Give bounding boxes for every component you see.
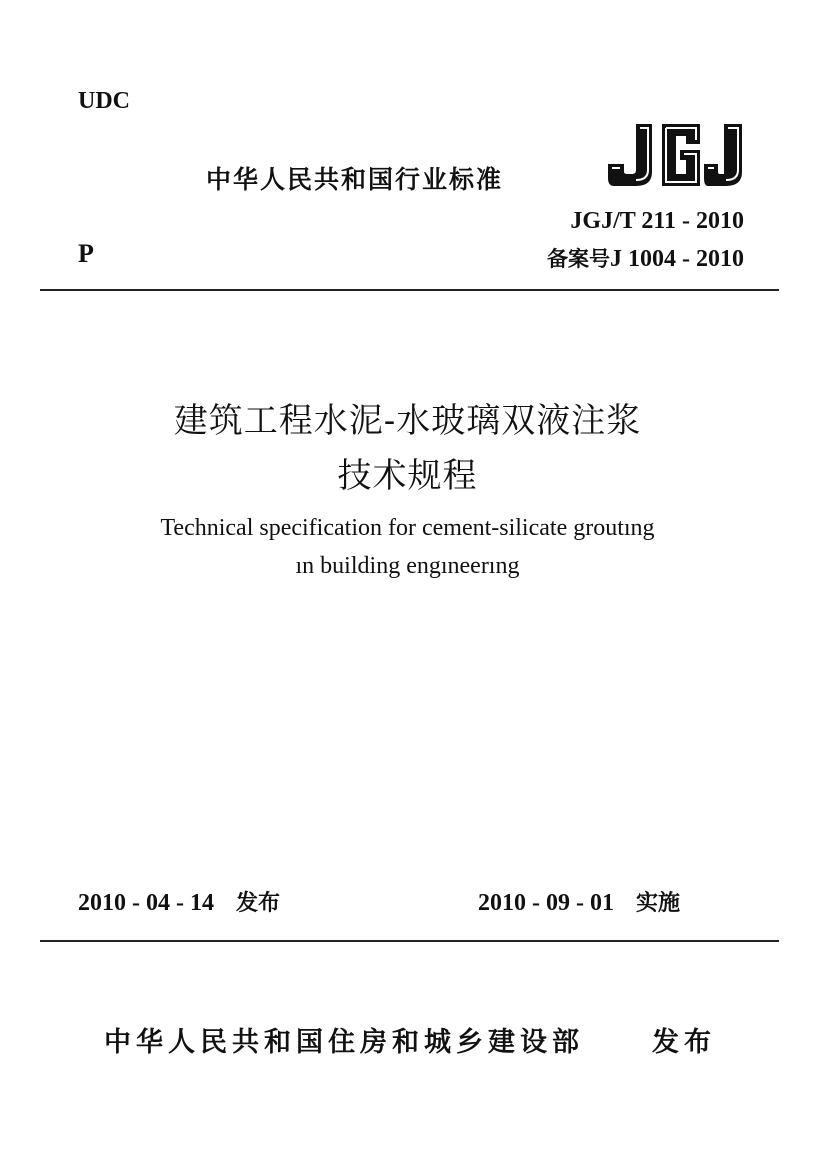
issue-date-line xyxy=(78,886,280,917)
issue-date: 2010 - 04 - 14 xyxy=(78,890,214,916)
record-number: J 1004 - 2010 xyxy=(610,246,744,272)
jgj-logo xyxy=(606,120,746,190)
issue-word: 发布 xyxy=(235,891,280,916)
standard-code: JGJ/T 211 - 2010 xyxy=(570,208,744,234)
bottom-divider xyxy=(40,940,779,942)
title-cn-line2: 技术规程 xyxy=(337,456,478,496)
implement-date: 2010 - 09 - 01 xyxy=(478,890,614,916)
logo-letter-j-right xyxy=(704,124,742,186)
title-en-line2: ın building engıneerıng xyxy=(295,553,520,579)
logo-letter-j-left xyxy=(608,124,652,186)
record-label: 备案号 xyxy=(547,247,610,271)
title-cn-line1: 建筑工程水泥-水玻璃双液注浆 xyxy=(173,401,642,441)
implement-word: 实施 xyxy=(635,891,680,916)
implement-date-line xyxy=(478,886,680,917)
udc-label: UDC xyxy=(78,88,130,114)
industry-standard-title: 中华人民共和国行业标准 xyxy=(206,165,504,194)
top-divider xyxy=(40,289,779,291)
publisher-name: 中华人民共和国住房和城乡建设部 xyxy=(104,1027,584,1058)
publish-word: 发布 xyxy=(652,1027,716,1058)
title-en-line1: Technical specification for cement-silicate groutıng xyxy=(160,515,655,541)
category-label: P xyxy=(78,239,94,268)
record-number-line xyxy=(547,243,744,273)
logo-letter-g xyxy=(662,124,700,186)
